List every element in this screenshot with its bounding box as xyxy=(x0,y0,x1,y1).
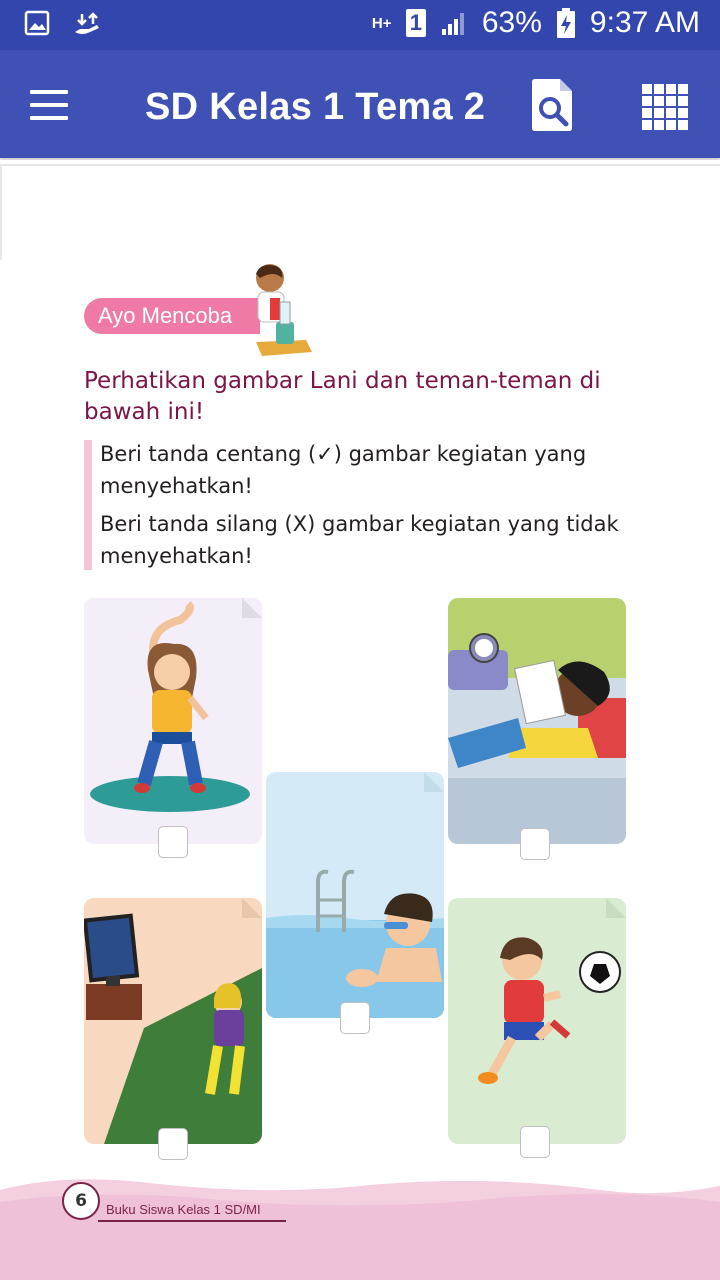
boy-playing-soccer-illustration xyxy=(448,898,626,1144)
checkbox-playing-soccer[interactable] xyxy=(520,1126,550,1158)
kid-experiment-illustration xyxy=(246,262,316,358)
signal-icon xyxy=(440,9,468,37)
boy-swimming-illustration xyxy=(266,772,444,1018)
document-search-icon xyxy=(530,78,576,132)
sim-indicator: 1 xyxy=(406,9,426,37)
instruction-line: Beri tanda centang (✓) gambar kegiatan yang xyxy=(100,442,587,466)
download-upload-icon xyxy=(72,10,102,38)
network-type-indicator: H+ xyxy=(371,14,392,32)
checkbox-reading-in-bed[interactable] xyxy=(520,828,550,860)
menu-button[interactable] xyxy=(30,90,68,120)
instruction-title-line: Perhatikan gambar Lani dan teman-teman di xyxy=(84,368,601,394)
page-number: 6 xyxy=(62,1182,100,1220)
checkbox-lying-watching-tv[interactable] xyxy=(158,1128,188,1160)
activity-card-swimming xyxy=(266,772,444,1018)
page-divider xyxy=(0,164,720,166)
grid-icon xyxy=(642,84,688,130)
footer-underline xyxy=(98,1220,286,1222)
book-page[interactable] xyxy=(0,160,720,1280)
instruction-title-line: bawah ini! xyxy=(84,399,205,425)
instruction-check xyxy=(100,438,620,502)
instruction-line: menyehatkan! xyxy=(100,474,253,498)
status-bar xyxy=(0,0,720,50)
footer-wave-decoration xyxy=(0,1168,720,1280)
menu-icon xyxy=(30,90,68,94)
book-title-footer: Buku Siswa Kelas 1 SD/MI xyxy=(106,1202,261,1217)
battery-charging-icon xyxy=(556,7,576,39)
checkbox-stretching[interactable] xyxy=(158,826,188,858)
girl-lying-watching-tv-illustration xyxy=(84,898,262,1144)
instruction-line: menyehatkan! xyxy=(100,544,253,568)
stretching-girl-illustration xyxy=(84,598,262,844)
image-notification-icon xyxy=(24,10,50,36)
instruction-title xyxy=(84,366,624,428)
menu-icon-line xyxy=(30,116,68,120)
page-edge xyxy=(0,164,2,260)
instruction-accent-bar xyxy=(84,440,92,570)
battery-percent: 63% xyxy=(481,6,542,39)
clock: 9:37 AM xyxy=(589,6,700,39)
search-document-button[interactable] xyxy=(530,78,576,132)
activity-card-lying-watching-tv xyxy=(84,898,262,1144)
activity-card-reading-in-bed xyxy=(448,598,626,844)
activity-card-playing-soccer xyxy=(448,898,626,1144)
ayo-mencoba-badge: Ayo Mencoba xyxy=(84,298,260,334)
app-title: SD Kelas 1 Tema 2 xyxy=(145,86,486,128)
app-bar xyxy=(0,50,720,158)
instruction-line: Beri tanda silang (X) gambar kegiatan yang tidak xyxy=(100,512,619,536)
checkbox-swimming[interactable] xyxy=(340,1002,370,1034)
instruction-cross xyxy=(100,508,620,572)
activity-card-stretching xyxy=(84,598,262,844)
boy-reading-in-bed-illustration xyxy=(448,598,626,844)
apps-grid-button[interactable] xyxy=(642,84,688,130)
menu-icon-line xyxy=(30,103,68,107)
